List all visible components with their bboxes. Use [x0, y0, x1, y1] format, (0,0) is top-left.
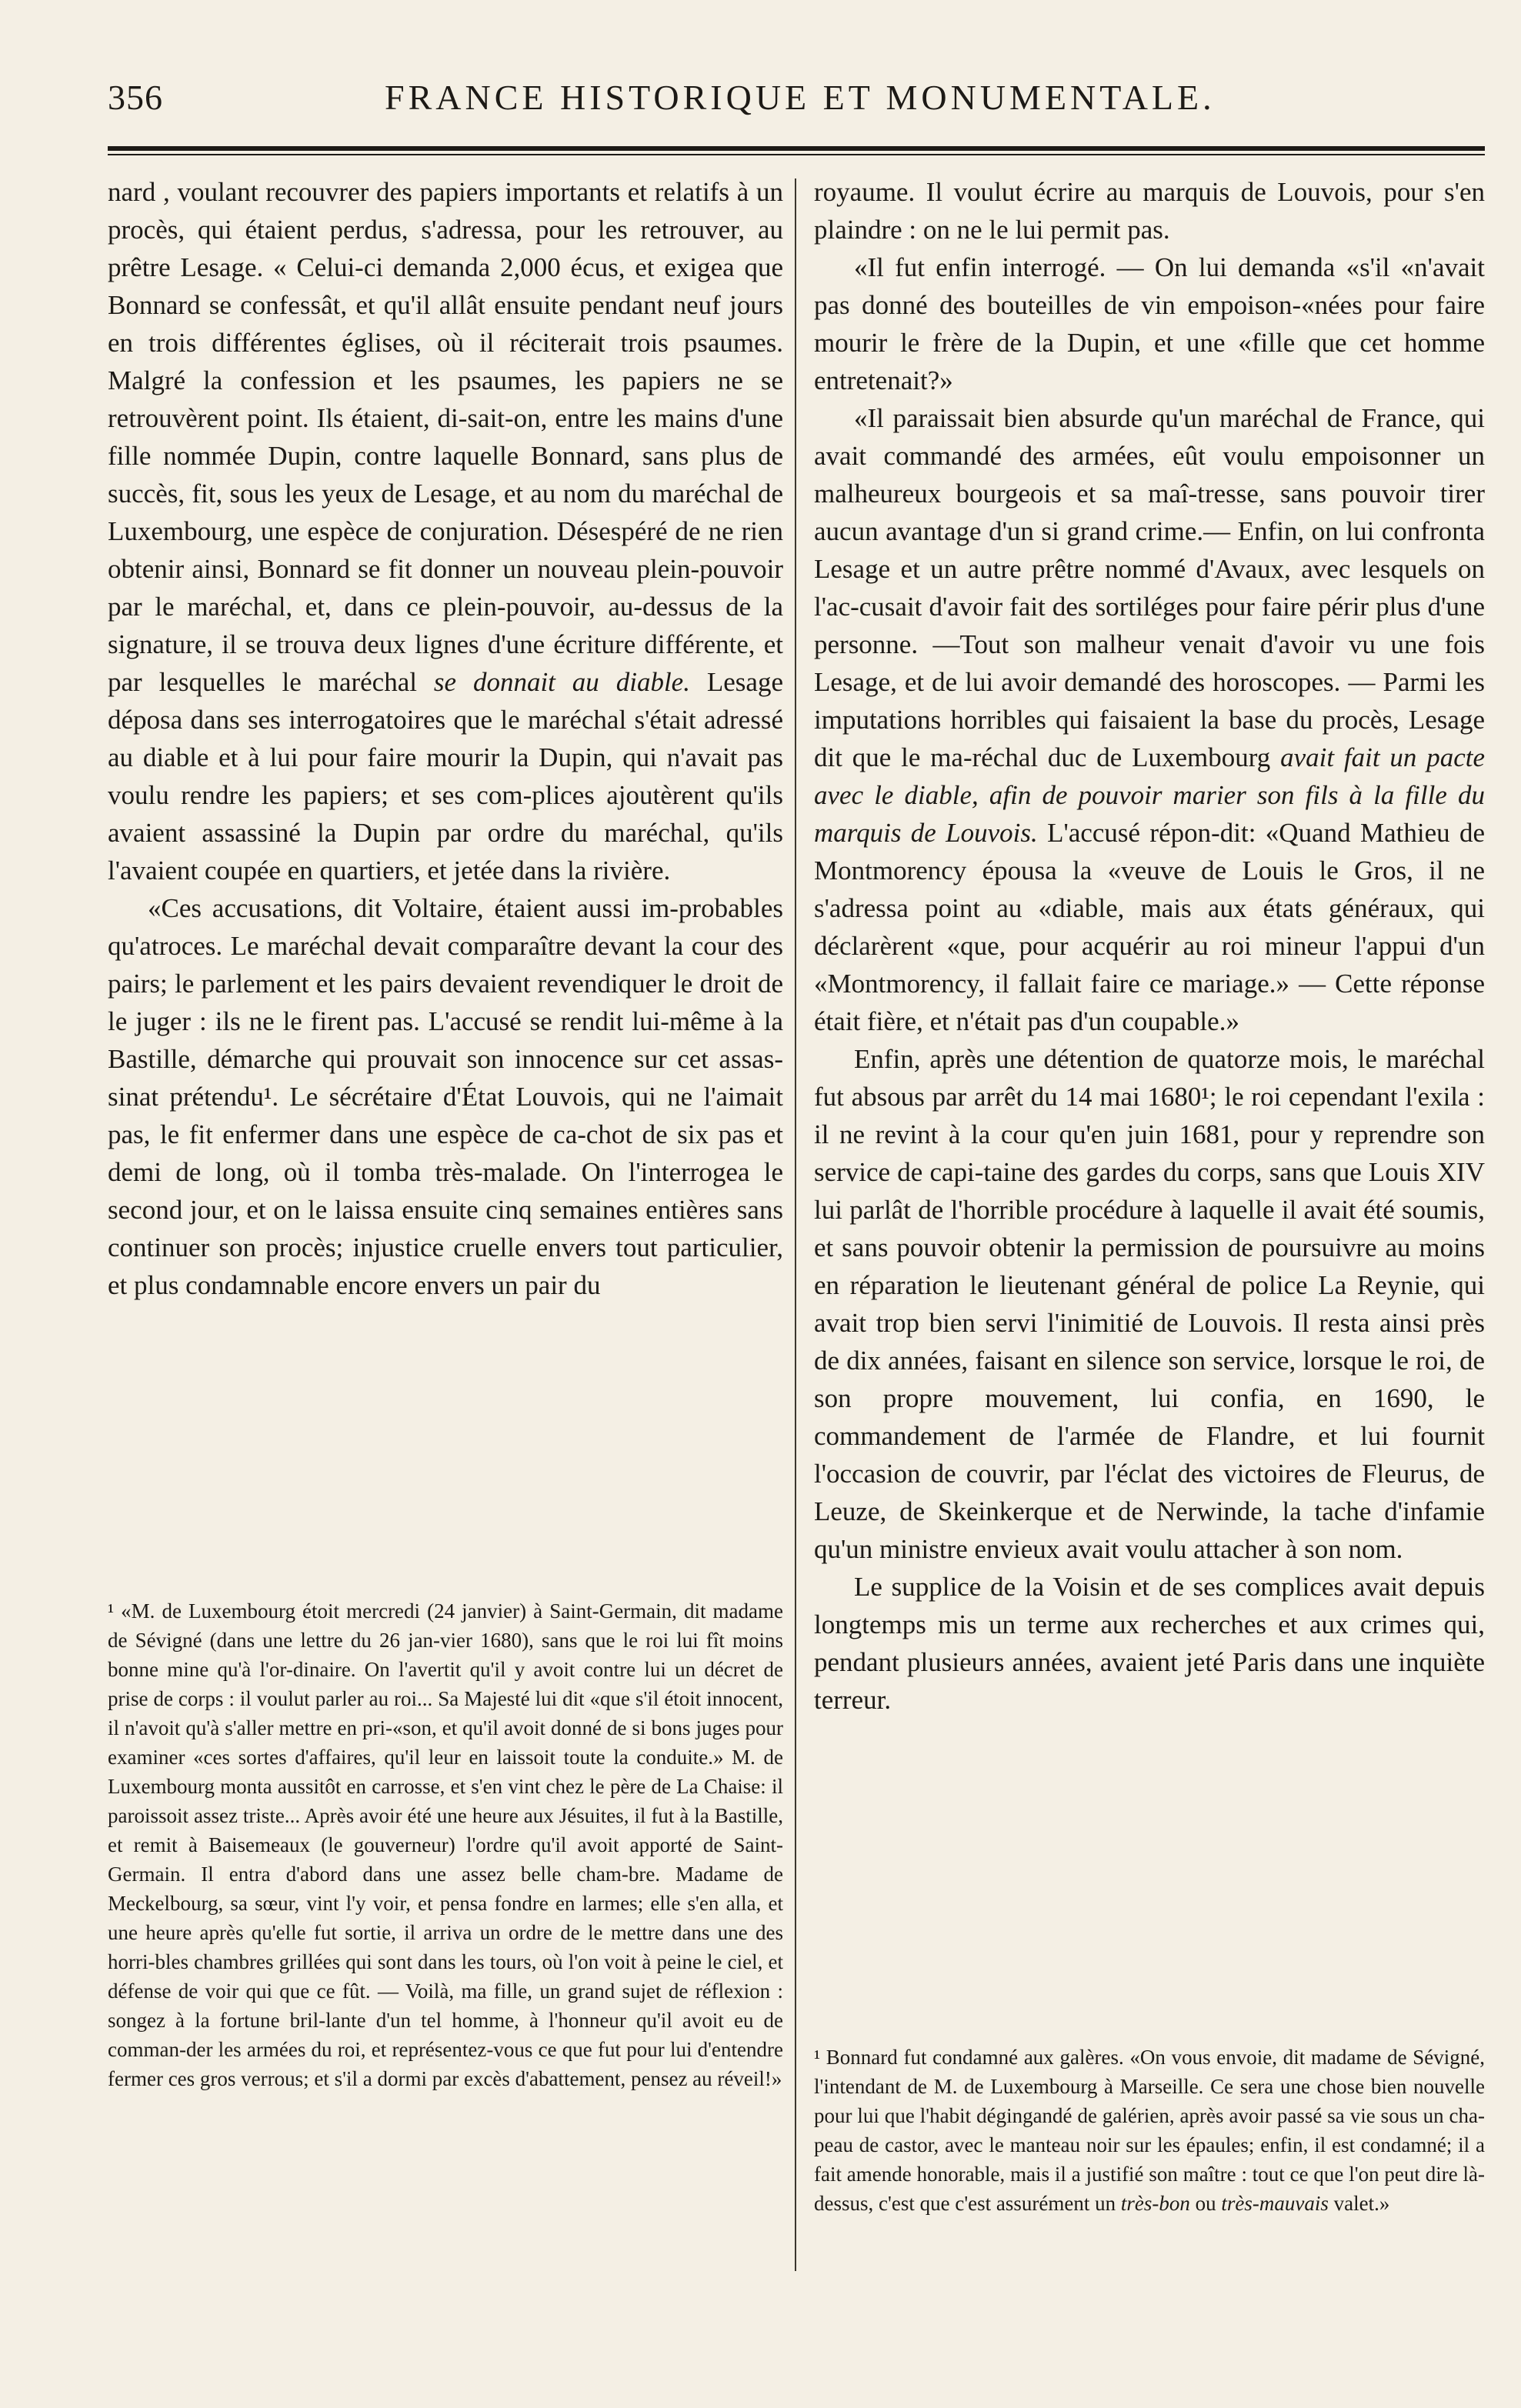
- column-divider: [795, 178, 796, 2271]
- italic-run: très-bon: [1120, 2192, 1190, 2215]
- left-column: [108, 173, 783, 1304]
- text-run: Lesage déposa dans ses interrogatoires que le maréchal s'était adressé au diable et à lui pour faire mourir la Dupin, qui n'avait pas voulu rendre les papiers; et ses com-plices ajoutèrent qu'ils avaient assassiné la Dupin par ordre du maréchal, qu'ils l'avaient coupée en quartiers, et jetée dans la rivière.: [108, 667, 783, 885]
- header-rule-thin: [108, 154, 1485, 155]
- left-paragraph-1: [108, 173, 783, 889]
- running-title: FRANCE HISTORIQUE ET MONUMENTALE.: [385, 78, 1216, 117]
- italic-run: très-mauvais: [1221, 2192, 1329, 2215]
- page-number: 356: [108, 78, 163, 117]
- right-paragraph-3: [814, 399, 1485, 1040]
- right-paragraph-2: «Il fut enfin interrogé. — On lui demanda «s'il «n'avait pas donné des bouteilles de vin empoison-«nées pour faire mourir le frère de la Dupin, et une «fille que cet homme entretenait?»: [814, 252, 1485, 395]
- italic-run: se donnait au diable.: [433, 667, 690, 697]
- right-column: [814, 173, 1485, 1719]
- text-run: ou: [1189, 2192, 1222, 2215]
- right-paragraph-4: Enfin, après une détention de quatorze mois, le maréchal fut absous par arrêt du 14 mai 1680¹; le roi cependant l'exila : il ne revint à la cour qu'en juin 1681, pour y reprendre son service de capi-taine des gardes du corps, sans que Louis XIV lui parlât de l'horrible procédure à laquelle il avait été soumis, et sans pouvoir obtenir la permission de poursuivre au moins en réparation le lieutenant général de police La Reynie, qui avait trop bien servi l'inimitié de Louvois. Il resta ainsi près de dix années, faisant en silence son service, lorsque le roi, de son propre mouvement, lui confia, en 1690, le commandement de l'armée de Flandre, et lui fournit l'occasion de couvrir, par l'éclat des victoires de Fleurus, de Leuze, de Skeinkerque et de Nerwinde, la tache d'infamie qu'un ministre envieux avait voulu attacher à son nom.: [814, 1044, 1485, 1564]
- footnote-right: [814, 2043, 1485, 2218]
- text-run: nard , voulant recouvrer des papiers importants et relatifs à un procès, qui étaient perdus, s'adressa, pour les retrouver, au prêtre Lesage. « Celui-ci demanda 2,000 écus, et exigea que Bonnard se confessât, et qu'il allât ensuite pendant neuf jours en trois différentes églises, où il réciterait trois psaumes. Malgré la confession et les psaumes, les papiers ne se retrouvèrent point. Ils étaient, di-sait-on, entre les mains d'une fille nommée Dupin, contre laquelle Bonnard, sans plus de succès, fit, sous les yeux de Lesage, et au nom du maréchal de Luxembourg, une espèce de conjuration. Désespéré de ne rien obtenir ainsi, Bonnard se fit donner un nouveau plein-pouvoir par le maréchal, et, dans ce plein-pouvoir, au-dessus de la signature, il se trouva deux lignes d'une écriture différente, et par lesquelles le maréchal: [108, 177, 783, 697]
- text-run: L'accusé répon-dit: «Quand Mathieu de Montmorency épousa la «veuve de Louis le Gros, il ne s'adressa point au «diable, mais aux états généraux, qui déclarèrent «que, pour acquérir au roi mineur l'appui d'un «Montmorency, il fallait faire ce mariage.» — Cette réponse était fière, et n'était pas d'un coupable.»: [814, 818, 1485, 1036]
- text-run: valet.»: [1328, 2192, 1390, 2215]
- right-paragraph-5: Le supplice de la Voisin et de ses complices avait depuis longtemps mis un terme aux recherches et aux crimes qui, pendant plusieurs années, avaient jeté Paris dans une inquiète terreur.: [814, 1572, 1485, 1715]
- italic-run: avait fait un pacte avec le diable, afin de pouvoir marier son fils à la fille du marquis de Louvois.: [814, 742, 1485, 848]
- footnote-left: ¹ «M. de Luxembourg étoit mercredi (24 janvier) à Saint-Germain, dit madame de Sévigné (dans une lettre du 26 jan-vier 1680), sans que le roi lui fît moins bonne mine qu'à l'or-dinaire. On l'avertit qu'il y avoit contre lui un décret de prise de corps : il voulut parler au roi... Sa Majesté lui dit «que s'il étoit innocent, il n'avoit qu'à s'aller mettre en pri-«son, et qu'il avoit donné de si bons juges pour examiner «ces sortes d'affaires, qu'il leur en laissoit toute la conduite.» M. de Luxembourg monta aussitôt en carrosse, et s'en vint chez le père de La Chaise: il paroissoit assez triste... Après avoir été une heure aux Jésuites, il fut à la Bastille, et remit à Baisemeaux (le gouverneur) l'ordre qu'il avoit apporté de Saint-Germain. Il entra d'abord dans une assez belle cham-bre. Madame de Meckelbourg, sa sœur, vint l'y voir, et pensa fondre en larmes; elle s'en alla, et une heure après qu'elle fut sortie, il arriva un ordre de le mettre dans une des horri-bles chambres grillées qui sont dans les tours, où l'on voit à peine le ciel, et défense de voir qui que ce fût. — Voilà, ma fille, un grand sujet de réflexion : songez à la fortune bril-lante d'un tel homme, à l'honneur qu'il avoit eu de comman-der les armées du roi, et représentez-vous ce que fut pour lui d'entendre fermer ces gros verrous; et s'il a dormi par excès d'abattement, pensez au réveil!»: [108, 1599, 783, 2090]
- text-run: «Il paraissait bien absurde qu'un maréchal de France, qui avait commandé des armées, eût voulu empoisonner un malheureux bourgeois et sa maî-tresse, sans pouvoir tirer aucun avantage d'un si grand crime.— Enfin, on lui confronta Lesage et un autre prêtre nommé d'Avaux, avec lesquels on l'ac-cusait d'avoir fait des sortiléges pour faire périr plus d'une personne. —Tout son malheur venait d'avoir vu une fois Lesage, et de lui avoir demandé des horoscopes. — Parmi les imputations horribles qui faisaient la base du procès, Lesage dit que le ma-réchal duc de Luxembourg: [814, 403, 1485, 772]
- left-paragraph-2: «Ces accusations, dit Voltaire, étaient aussi im-probables qu'atroces. Le maréchal devait comparaître devant la cour des pairs; le parlement et les pairs devaient revendiquer le droit de le juger : ils ne le firent pas. L'accusé se rendit lui-même à la Bastille, démarche qui prouvait son innocence sur cet assas-sinat prétendu¹. Le sécrétaire d'État Louvois, qui ne l'aimait pas, le fit enfermer dans une espèce de ca-chot de six pas et demi de long, où il tomba très-malade. On l'interrogea le second jour, et on le laissa ensuite cinq semaines entières sans continuer son procès; injustice cruelle envers tout particulier, et plus condamnable encore envers un pair du: [108, 893, 783, 1300]
- page-header: [108, 77, 1485, 131]
- right-paragraph-1: royaume. Il voulut écrire au marquis de Louvois, pour s'en plaindre : on ne le lui permit pas.: [814, 177, 1485, 245]
- header-rule: [108, 146, 1485, 151]
- text-run: ¹ Bonnard fut condamné aux galères. «On vous envoie, dit madame de Sévigné, l'intendant de M. de Luxembourg à Marseille. Ce sera une chose bien nouvelle pour lui que l'habit dégingandé de galérien, après avoir passé sa vie sous un cha-peau de castor, avec le manteau noir sur les épaules; enfin, il est condamné; il a fait amende honorable, mais il a justifié son maître : tout ce que l'on peut dire là-dessus, c'est que c'est assurément un: [814, 2046, 1485, 2215]
